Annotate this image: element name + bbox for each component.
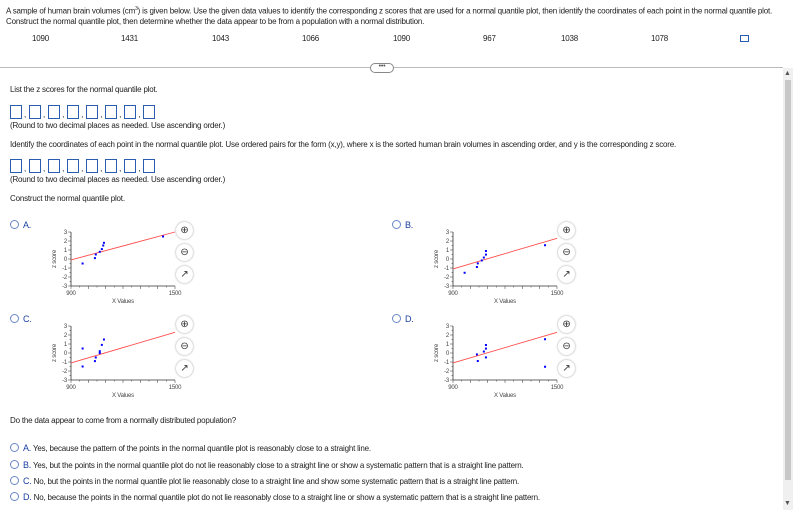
data-point bbox=[103, 339, 105, 341]
x-tick-label: 1500 bbox=[168, 291, 182, 297]
zoom-out-icon[interactable]: ⊖ bbox=[558, 244, 575, 261]
value: 1431 bbox=[121, 34, 138, 43]
y-tick-label: -3 bbox=[444, 378, 449, 384]
y-tick-label: -2 bbox=[444, 275, 449, 281]
scrollbar-thumb[interactable] bbox=[785, 80, 791, 480]
y-tick-label: -2 bbox=[62, 275, 67, 281]
y-axis-label: z score bbox=[434, 344, 440, 362]
y-tick-label: -1 bbox=[444, 266, 449, 272]
fit-line bbox=[453, 238, 557, 269]
data-point bbox=[99, 251, 101, 253]
data-point bbox=[476, 266, 478, 268]
answer-input-box[interactable] bbox=[143, 105, 155, 119]
separator: , bbox=[62, 164, 65, 173]
quantile-plot bbox=[35, 320, 195, 400]
open-external-icon[interactable]: ↗ bbox=[176, 266, 193, 283]
y-tick-label: 1 bbox=[63, 248, 67, 254]
scroll-up-icon[interactable]: ▲ bbox=[784, 70, 791, 77]
data-point bbox=[483, 257, 485, 259]
separator: , bbox=[119, 164, 122, 173]
separator: , bbox=[138, 164, 141, 173]
x-tick-label: 1500 bbox=[168, 385, 182, 391]
open-external-icon[interactable]: ↗ bbox=[558, 266, 575, 283]
answer-input-box[interactable] bbox=[105, 159, 117, 173]
answer-input-box[interactable] bbox=[86, 105, 98, 119]
open-external-icon[interactable]: ↗ bbox=[176, 360, 193, 377]
answer-option-d[interactable] bbox=[10, 492, 540, 502]
y-tick-label: -1 bbox=[444, 360, 449, 366]
data-point bbox=[485, 344, 487, 346]
part2-prompt: Identify the coordinates of each point in the normal quantile plot. Use ordered pairs for the form (x,y), where x is the sorted human brain volumes in ascending order, and y is the corresponding z score. bbox=[10, 140, 676, 149]
data-point bbox=[82, 366, 84, 368]
separator: , bbox=[119, 110, 122, 119]
zoom-out-icon[interactable]: ⊖ bbox=[558, 338, 575, 355]
data-point bbox=[481, 259, 483, 261]
x-tick-label: 900 bbox=[448, 385, 458, 391]
radio-button[interactable] bbox=[392, 314, 401, 323]
answer-input-box[interactable] bbox=[67, 159, 79, 173]
answer-input-box[interactable] bbox=[10, 105, 22, 119]
data-point bbox=[82, 263, 84, 265]
part4-prompt: Do the data appear to come from a normally distributed population? bbox=[10, 416, 237, 425]
radio-button[interactable] bbox=[10, 314, 19, 323]
radio-button[interactable] bbox=[10, 443, 19, 452]
option-letter: A. bbox=[23, 443, 32, 453]
option-letter: C. bbox=[23, 314, 32, 324]
data-point bbox=[99, 352, 101, 354]
zoom-in-icon[interactable]: ⊕ bbox=[176, 222, 193, 239]
part2-hint: (Round to two decimal places as needed. Use ascending order.) bbox=[10, 175, 226, 184]
separator: , bbox=[81, 164, 84, 173]
copy-data-icon[interactable] bbox=[740, 35, 749, 42]
data-point bbox=[99, 350, 101, 352]
answer-input-box[interactable] bbox=[48, 105, 60, 119]
y-tick-label: -3 bbox=[62, 378, 67, 384]
y-tick-label: 1 bbox=[63, 342, 67, 348]
separator: , bbox=[81, 110, 84, 119]
y-tick-label: -1 bbox=[62, 360, 67, 366]
chart-option-radio[interactable] bbox=[10, 220, 31, 230]
quantile-plot bbox=[417, 320, 577, 400]
z-score-inputs bbox=[10, 105, 155, 119]
value: 1043 bbox=[212, 34, 229, 43]
option-letter: A. bbox=[23, 220, 32, 230]
y-axis-label: z score bbox=[52, 344, 58, 362]
option-letter: C. bbox=[23, 476, 32, 486]
answer-input-box[interactable] bbox=[86, 159, 98, 173]
answer-input-box[interactable] bbox=[124, 105, 136, 119]
data-point bbox=[103, 242, 105, 244]
y-tick-label: -2 bbox=[444, 369, 449, 375]
data-point bbox=[94, 257, 96, 259]
quantile-plot bbox=[417, 226, 577, 306]
data-point bbox=[483, 351, 485, 353]
answer-option-b[interactable] bbox=[10, 460, 524, 470]
x-axis-label: X Values bbox=[494, 393, 516, 399]
y-tick-label: -2 bbox=[62, 369, 67, 375]
coordinate-inputs bbox=[10, 159, 155, 173]
separator: , bbox=[24, 110, 27, 119]
y-tick-label: -1 bbox=[62, 266, 67, 272]
option-text: Yes, but the points in the normal quantile plot do not lie reasonably close to a straight line or show a systematic pattern that is a straight line pattern. bbox=[33, 461, 524, 470]
y-tick-label: 0 bbox=[445, 257, 449, 263]
expand-button[interactable]: ••• bbox=[370, 63, 394, 73]
answer-option-c[interactable] bbox=[10, 476, 519, 486]
separator: , bbox=[138, 110, 141, 119]
y-axis-label: z score bbox=[52, 250, 58, 268]
value: 1066 bbox=[302, 34, 319, 43]
y-tick-label: 2 bbox=[445, 239, 449, 245]
scroll-down-icon[interactable]: ▼ bbox=[784, 500, 791, 507]
option-letter: B. bbox=[23, 460, 32, 470]
answer-input-box[interactable] bbox=[124, 159, 136, 173]
data-point bbox=[544, 338, 546, 340]
fit-line bbox=[71, 332, 175, 363]
value: 1078 bbox=[651, 34, 668, 43]
option-text: No, but the points in the normal quantile plot lie reasonably close to a straight line and show some systematic pattern that is a straight line pattern. bbox=[33, 477, 520, 486]
data-point bbox=[485, 356, 487, 358]
answer-option-a[interactable] bbox=[10, 443, 371, 453]
data-point bbox=[101, 248, 103, 250]
data-point bbox=[476, 353, 478, 355]
data-point bbox=[162, 236, 164, 238]
y-tick-label: -3 bbox=[62, 284, 67, 290]
data-point bbox=[82, 348, 84, 350]
y-tick-label: 2 bbox=[63, 239, 67, 245]
radio-button[interactable] bbox=[10, 220, 19, 229]
data-point bbox=[485, 254, 487, 256]
open-external-icon[interactable]: ↗ bbox=[558, 360, 575, 377]
y-tick-label: 0 bbox=[63, 351, 67, 357]
zoom-out-icon[interactable]: ⊖ bbox=[176, 244, 193, 261]
data-point bbox=[544, 244, 546, 246]
zoom-out-icon[interactable]: ⊖ bbox=[176, 338, 193, 355]
part3-prompt: Construct the normal quantile plot. bbox=[10, 194, 125, 203]
option-letter: D. bbox=[405, 314, 414, 324]
data-point bbox=[477, 262, 479, 264]
radio-button[interactable] bbox=[10, 460, 19, 469]
option-text: No, because the points in the normal quantile plot do not lie reasonably close to a straight line or show a systematic pattern that is a straight line pattern. bbox=[33, 493, 540, 502]
y-tick-label: 0 bbox=[63, 257, 67, 263]
answer-input-box[interactable] bbox=[143, 159, 155, 173]
zoom-in-icon[interactable]: ⊕ bbox=[558, 316, 575, 333]
data-point bbox=[464, 272, 466, 274]
y-tick-label: 2 bbox=[63, 333, 67, 339]
answer-input-box[interactable] bbox=[67, 105, 79, 119]
radio-button[interactable] bbox=[10, 476, 19, 485]
chart-option-radio[interactable] bbox=[392, 220, 413, 230]
value: 1090 bbox=[32, 34, 49, 43]
answer-input-box[interactable] bbox=[29, 159, 41, 173]
option-letter: B. bbox=[405, 220, 414, 230]
data-point bbox=[101, 344, 103, 346]
y-tick-label: -3 bbox=[444, 284, 449, 290]
data-point bbox=[544, 366, 546, 368]
x-axis-label: X Values bbox=[494, 299, 516, 305]
value: 967 bbox=[483, 34, 496, 43]
chart-option-radio[interactable] bbox=[392, 314, 414, 324]
data-point bbox=[102, 245, 104, 247]
answer-input-box[interactable] bbox=[48, 159, 60, 173]
x-tick-label: 900 bbox=[66, 291, 76, 297]
separator: , bbox=[100, 164, 103, 173]
value: 1090 bbox=[393, 34, 410, 43]
quantile-plot bbox=[35, 226, 195, 306]
separator: , bbox=[100, 110, 103, 119]
value: 1038 bbox=[561, 34, 578, 43]
x-axis-label: X Values bbox=[112, 299, 134, 305]
data-point bbox=[485, 348, 487, 350]
data-point bbox=[94, 360, 96, 362]
separator: , bbox=[62, 110, 65, 119]
answer-input-box[interactable] bbox=[10, 159, 22, 173]
y-axis-label: z score bbox=[434, 250, 440, 268]
question-text: A sample of human brain volumes $(cm^3)$ is given below. Use the given data values to identify the corresponding z scores that are used for a normal quantile plot, then identify the coordinates of each point in the normal quantile plot. Construct the normal quantile plot, then determine whether the data appear to be from a population with a normal distribution. bbox=[6, 6, 772, 26]
y-tick-label: 1 bbox=[445, 342, 449, 348]
data-point bbox=[95, 254, 97, 256]
option-text: Yes, because the pattern of the points in the normal quantile plot is reasonably close to a straight line. bbox=[33, 444, 371, 453]
zoom-in-icon[interactable]: ⊕ bbox=[176, 316, 193, 333]
x-tick-label: 900 bbox=[448, 291, 458, 297]
answer-input-box[interactable] bbox=[105, 105, 117, 119]
chart-option-radio[interactable] bbox=[10, 314, 32, 324]
part1-hint: (Round to two decimal places as needed. Use ascending order.) bbox=[10, 121, 226, 130]
data-point bbox=[95, 357, 97, 359]
y-tick-label: 3 bbox=[445, 230, 449, 236]
y-tick-label: 3 bbox=[445, 324, 449, 330]
data-point bbox=[477, 360, 479, 362]
x-tick-label: 1500 bbox=[550, 291, 564, 297]
zoom-in-icon[interactable]: ⊕ bbox=[558, 222, 575, 239]
part1-prompt: List the z scores for the normal quantile plot. bbox=[10, 85, 158, 94]
separator: , bbox=[24, 164, 27, 173]
x-axis-label: X Values bbox=[112, 393, 134, 399]
x-tick-label: 1500 bbox=[550, 385, 564, 391]
data-point bbox=[485, 250, 487, 252]
option-letter: D. bbox=[23, 492, 32, 502]
y-tick-label: 0 bbox=[445, 351, 449, 357]
separator: , bbox=[43, 110, 46, 119]
y-tick-label: 3 bbox=[63, 324, 67, 330]
fit-line bbox=[71, 232, 175, 260]
separator: , bbox=[43, 164, 46, 173]
x-tick-label: 900 bbox=[66, 385, 76, 391]
y-tick-label: 1 bbox=[445, 248, 449, 254]
radio-button[interactable] bbox=[392, 220, 401, 229]
y-tick-label: 2 bbox=[445, 333, 449, 339]
y-tick-label: 3 bbox=[63, 230, 67, 236]
fit-line bbox=[453, 332, 557, 363]
answer-input-box[interactable] bbox=[29, 105, 41, 119]
radio-button[interactable] bbox=[10, 492, 19, 501]
